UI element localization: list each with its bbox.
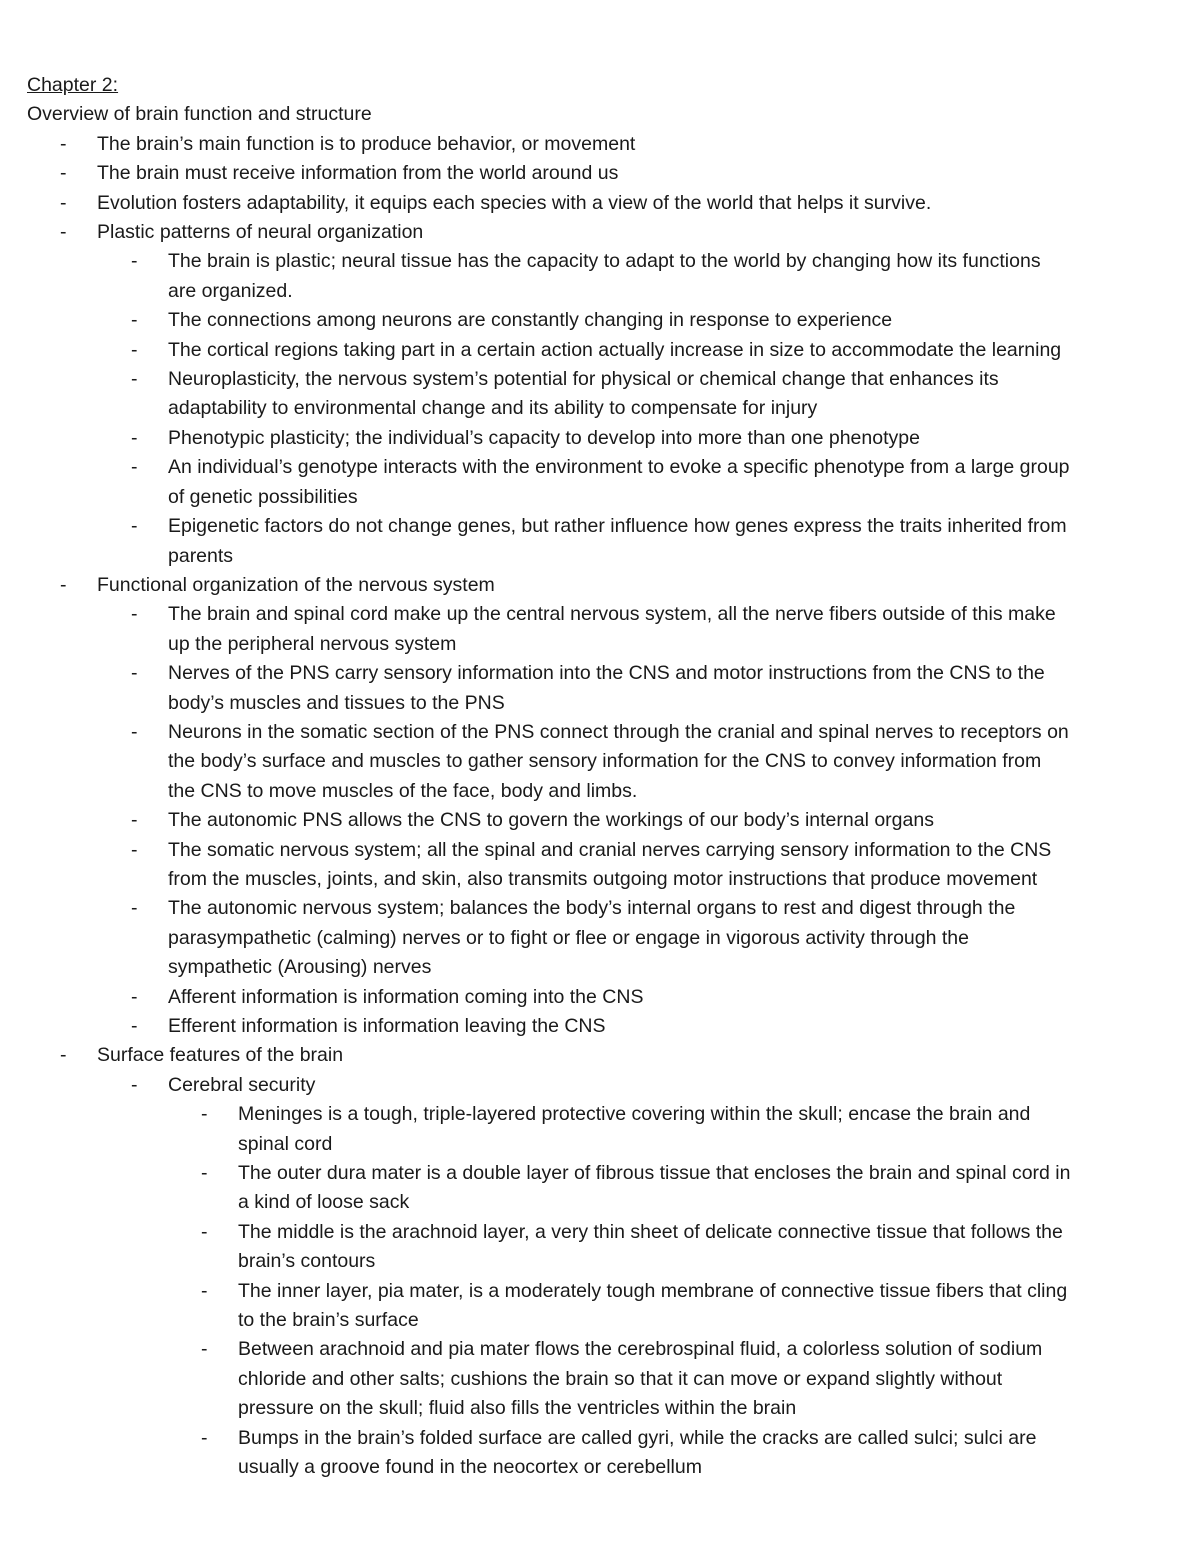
list-item: [27, 453, 1177, 512]
list-item-text: Phenotypic plasticity; the individual’s capacity to develop into more than one phenotype: [168, 426, 920, 449]
dash-bullet-icon: -: [131, 515, 138, 538]
dash-bullet-icon: -: [201, 1162, 208, 1185]
list-item: [27, 424, 1177, 453]
list-item-text: Surface features of the brain: [97, 1044, 344, 1067]
dash-bullet-icon: -: [131, 250, 138, 273]
dash-bullet-icon: -: [131, 1073, 138, 1096]
list-item-text: Afferent information is information coming into the CNS: [168, 985, 644, 1008]
list-item: [27, 806, 1177, 835]
list-item: [27, 218, 1177, 247]
list-item: [27, 1159, 1177, 1218]
dash-bullet-icon: -: [131, 456, 138, 479]
list-item-text: The brain is plastic; neural tissue has the capacity to adapt to the world by changing how its functions are organized.: [168, 250, 1041, 302]
section-heading: Overview of brain function and structure: [27, 103, 372, 126]
list-item: [27, 512, 1177, 571]
dash-bullet-icon: -: [131, 368, 138, 391]
list-item-text: Evolution fosters adaptability, it equips each species with a view of the world that helps it survive.: [97, 191, 932, 214]
list-item-text: An individual’s genotype interacts with the environment to evoke a specific phenotype from a large group of genetic possibilities: [168, 456, 1070, 508]
dash-bullet-icon: -: [131, 603, 138, 626]
list-item-text: The brain and spinal cord make up the central nervous system, all the nerve fibers outside of this make up the peripheral nervous system: [168, 603, 1056, 655]
dash-bullet-icon: -: [131, 838, 138, 861]
list-item-text: The autonomic PNS allows the CNS to govern the workings of our body’s internal organs: [168, 809, 934, 832]
list-item-text: Bumps in the brain’s folded surface are called gyri, while the cracks are called sulci; sulci are usually a groove found in the neocortex or cerebellum: [238, 1426, 1037, 1479]
bullet-list-level-2: [27, 247, 1177, 570]
list-item: [27, 1277, 1177, 1336]
list-item: [27, 600, 1177, 659]
list-item: [27, 247, 1177, 306]
dash-bullet-icon: -: [201, 1338, 208, 1361]
list-item: [27, 1218, 1177, 1277]
list-item-text: The middle is the arachnoid layer, a very thin sheet of delicate connective tissue that follows the brain’s contours: [238, 1220, 1063, 1273]
list-item-text: Functional organization of the nervous system: [97, 573, 495, 596]
chapter-heading: Chapter 2:: [27, 74, 119, 96]
list-item: [27, 659, 1177, 718]
dash-bullet-icon: -: [201, 1103, 208, 1126]
bullet-list-level-1: [27, 130, 1177, 1483]
list-item: [27, 1071, 1177, 1100]
list-item-text: The brain’s main function is to produce behavior, or movement: [97, 132, 636, 155]
list-item-text: Neuroplasticity, the nervous system’s potential for physical or chemical change that enhances its adaptability to environmental change and its ability to compensate for injury: [168, 368, 999, 420]
list-item: [27, 836, 1177, 895]
list-item: [27, 983, 1177, 1012]
list-item-text: Meninges is a tough, triple-layered protective covering within the skull; encase the brain and spinal cord: [238, 1103, 1031, 1155]
list-item: [27, 189, 1177, 218]
list-item: [27, 1012, 1177, 1041]
dash-bullet-icon: -: [131, 809, 138, 832]
list-item-text: Neurons in the somatic section of the PNS connect through the cranial and spinal nerves to receptors on the body’s surface and muscles to gather sensory information for the CNS to convey information from the CNS to move muscles of the face, body and limbs.: [168, 720, 1069, 802]
dash-bullet-icon: -: [60, 162, 67, 185]
document-page: [27, 71, 1177, 1483]
dash-bullet-icon: -: [131, 1015, 138, 1037]
list-item: [27, 336, 1177, 365]
bullet-list-level-2: [27, 1071, 1177, 1483]
list-item-text: Efferent information is information leaving the CNS: [168, 1015, 606, 1037]
dash-bullet-icon: -: [60, 221, 67, 244]
list-item-text: The connections among neurons are constantly changing in response to experience: [168, 309, 893, 332]
dash-bullet-icon: -: [201, 1279, 208, 1302]
list-item: [27, 1424, 1177, 1483]
list-item-text: Plastic patterns of neural organization: [97, 221, 424, 244]
list-item: [27, 306, 1177, 335]
dash-bullet-icon: -: [131, 897, 138, 920]
dash-bullet-icon: -: [201, 1220, 208, 1243]
list-item-text: The cortical regions taking part in a certain action actually increase in size to accommodate the learning: [168, 338, 1062, 361]
list-item: [27, 1041, 1177, 1070]
list-item: [27, 130, 1177, 159]
dash-bullet-icon: -: [201, 1426, 208, 1449]
list-item: [27, 1335, 1177, 1423]
list-item-text: The brain must receive information from the world around us: [97, 162, 619, 185]
list-item: [27, 894, 1177, 982]
list-item: [27, 365, 1177, 424]
notes-outline: [27, 130, 1177, 1483]
dash-bullet-icon: -: [131, 985, 138, 1008]
dash-bullet-icon: -: [60, 573, 67, 596]
dash-bullet-icon: -: [131, 662, 138, 685]
list-item: [27, 718, 1177, 806]
list-item-text: The autonomic nervous system; balances the body’s internal organs to rest and digest through the parasympathetic (calming) nerves or to fight or flee or engage in vigorous activity through the sympathetic (Arousing) nerves: [168, 897, 1016, 979]
list-item: [27, 159, 1177, 188]
dash-bullet-icon: -: [131, 720, 138, 743]
dash-bullet-icon: -: [60, 191, 67, 214]
bullet-list-level-2: [27, 600, 1177, 1041]
dash-bullet-icon: -: [131, 338, 138, 361]
list-item-text: The inner layer, pia mater, is a moderately tough membrane of connective tissue fibers that cling to the brain’s surface: [238, 1279, 1068, 1332]
list-item-text: Epigenetic factors do not change genes, but rather influence how genes express the traits inherited from parents: [168, 515, 1067, 567]
list-item-text: The outer dura mater is a double layer of fibrous tissue that encloses the brain and spinal cord in a kind of loose sack: [238, 1162, 1071, 1214]
list-item: [27, 1100, 1177, 1159]
list-item: [27, 571, 1177, 600]
list-item-text: Nerves of the PNS carry sensory information into the CNS and motor instructions from the CNS to the body’s muscles and tissues to the PNS: [168, 662, 1045, 714]
list-item-text: The somatic nervous system; all the spinal and cranial nerves carrying sensory information to the CNS from the muscles, joints, and skin, also transmits outgoing motor instructions that produce movement: [168, 838, 1052, 890]
dash-bullet-icon: -: [60, 1044, 67, 1067]
list-item-text: Between arachnoid and pia mater flows the cerebrospinal fluid, a colorless solution of sodium chloride and other salts; cushions the brain so that it can move or expand slightly without pressure on the skull; fluid also fills the ventricles within the brain: [238, 1338, 1043, 1420]
dash-bullet-icon: -: [60, 132, 67, 155]
dash-bullet-icon: -: [131, 309, 138, 332]
list-item-text: Cerebral security: [168, 1073, 316, 1096]
dash-bullet-icon: -: [131, 426, 138, 449]
bullet-list-level-3: [27, 1100, 1177, 1482]
